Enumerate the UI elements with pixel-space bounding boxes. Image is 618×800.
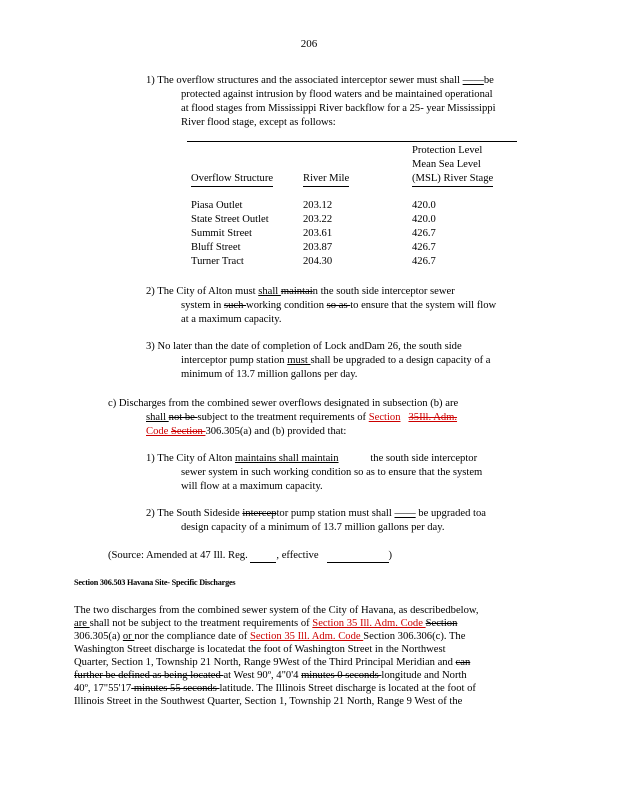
table-cell-mile: 204.30	[303, 256, 333, 267]
table-cell-level: 420.0	[412, 214, 436, 225]
item-c-line3	[146, 425, 346, 438]
table-cell-structure: Piasa Outlet	[191, 200, 243, 211]
item1-insert-mark: ——	[462, 75, 484, 86]
c-item1-text-end: the south side interceptor	[370, 453, 478, 464]
header-protection-2: Mean Sea Level	[412, 159, 481, 170]
body-text: Quarter, Section 1, Township 21 North, Range 9West of the Third Principal Meridian and	[74, 657, 456, 668]
body-line5	[74, 656, 470, 669]
c-item1-text: 1) The City of Alton	[146, 453, 235, 464]
item3-line3: minimum of 13.7 million gallons per day.	[181, 369, 358, 380]
item-c-text-end: 306.305(a) and (b) provided that:	[205, 426, 347, 437]
body-text: 40º, 17"55'17	[74, 683, 132, 694]
item2-text-end: n the south side interceptor sewer	[312, 286, 455, 297]
item1-line4: River flood stage, except as follows:	[181, 117, 336, 128]
body-line2	[74, 617, 457, 630]
table-cell-structure: Summit Street	[191, 228, 252, 239]
table-cell-structure: State Street Outlet	[191, 214, 269, 225]
c-item1-line2: sewer system in such working condition so as to ensure that the system	[181, 467, 483, 478]
item1-line3: at flood stages from Mississippi River backflow for a 25- year Mississippi	[181, 103, 496, 114]
body-text-end: longitude and North	[381, 670, 467, 681]
item2-underlined: shall	[258, 286, 281, 297]
item2-struck: such	[223, 300, 247, 311]
body-struck: minutes 0 seconds	[301, 670, 382, 681]
header-river-mile: River Mile	[303, 172, 349, 187]
table-cell-structure: Turner Tract	[191, 256, 244, 267]
body-line4: Washington Street discharge is locatedat the foot of Washington Street in the Northwest	[74, 644, 446, 655]
body-text: 306.305(a)	[74, 631, 123, 642]
c-item1-line1	[146, 452, 477, 465]
source-blank-register	[250, 549, 276, 563]
body-struck: can	[455, 657, 471, 668]
item3-line1: 3) No later than the date of completion of Lock andDam 26, the south side	[146, 341, 462, 352]
body-struck: further be defined as being located	[74, 670, 224, 681]
body-line8: Illinois Street in the Southwest Quarter, Section 1, Township 21 North, Range 9 West of the	[74, 696, 463, 707]
body-underlined: or	[122, 631, 135, 642]
item-c-line1: c) Discharges from the combined sewer overflows designated in subsection (b) are	[108, 398, 459, 409]
item3-text: interceptor pump station	[181, 355, 288, 366]
source-mid: , effective	[276, 550, 319, 561]
item-c-red-struck: Section	[171, 426, 206, 437]
c-item1-underlined: maintains shall maintain	[234, 453, 339, 464]
source-prefix: (Source: Amended at 47 Ill. Reg.	[108, 550, 248, 561]
c-item2-insert-mark: ——	[394, 508, 416, 519]
item-c-underlined: shall	[146, 412, 169, 423]
item1-text: 1) The overflow structures and the associated interceptor sewer must shall	[146, 75, 463, 86]
body-line1: The two discharges from the combined sewer system of the City of Havana, as describedbelow,	[74, 605, 479, 616]
c-item2-text-end: be upgraded toa	[415, 508, 486, 519]
item-c-text: subject to the treatment requirements of	[197, 412, 369, 423]
table-cell-level: 426.7	[412, 228, 436, 239]
body-text: nor the compliance date of	[134, 631, 250, 642]
source-suffix: )	[388, 550, 393, 561]
body-red-citation: Section 35 Ill. Adm. Code	[312, 618, 426, 629]
table-cell-mile: 203.22	[303, 214, 333, 225]
body-line6	[74, 669, 467, 682]
item2-line1	[146, 285, 455, 298]
header-protection-3: (MSL) River Stage	[412, 172, 493, 187]
item2-line2	[181, 299, 496, 312]
c-item2-struck: intercep	[242, 508, 277, 519]
item-c-red-citation: Code	[146, 426, 172, 437]
table-cell-mile: 203.61	[303, 228, 333, 239]
table-cell-mile: 203.12	[303, 200, 333, 211]
table-cell-structure: Bluff Street	[191, 242, 241, 253]
c-item2-text: 2) The South Sideside	[146, 508, 243, 519]
item-c-red-citation: Section	[368, 412, 401, 423]
item2-struck: maintai	[280, 286, 313, 297]
section-heading: Section 306.503 Havana Site- Specific Discharges	[74, 578, 236, 587]
table-cell-level: 426.7	[412, 242, 436, 253]
item-c-red-struck: 35Ill. Adm.	[408, 412, 458, 423]
c-item2-line1	[146, 507, 486, 520]
body-text-end: Section 306.306(c). The	[363, 631, 466, 642]
item1-line1	[146, 74, 494, 87]
header-structure: Overflow Structure	[191, 172, 273, 187]
item2-text: working condition	[246, 300, 327, 311]
item3-underlined: must	[287, 355, 311, 366]
body-struck: Section	[425, 618, 458, 629]
c-item2-line2: design capacity of a minimum of 13.7 million gallons per day.	[181, 522, 445, 533]
item2-text: 2) The City of Alton must	[146, 286, 259, 297]
body-line7	[74, 682, 476, 695]
item2-struck: so as	[326, 300, 351, 311]
item-c-line2	[146, 411, 457, 424]
table-cell-mile: 203.87	[303, 242, 333, 253]
page-number: 206	[300, 38, 318, 50]
source-blank-date	[327, 549, 389, 563]
item2-text-end: to ensure that the system will flow	[350, 300, 497, 311]
body-line3	[74, 630, 465, 643]
item1-line2: protected against intrusion by flood waters and be maintained operational	[181, 89, 493, 100]
body-text: at West 90º, 4"0'4	[223, 670, 302, 681]
item3-line2	[181, 354, 491, 367]
item3-text-end: shall be upgraded to a design capacity of a	[310, 355, 491, 366]
table-cell-level: 426.7	[412, 256, 436, 267]
body-text-end: latitude. The Illinois Street discharge is located at the foot of	[219, 683, 476, 694]
table-top-rule	[187, 141, 517, 142]
c-item1-line3: will flow at a maximum capacity.	[181, 481, 323, 492]
body-text: shall not be subject to the treatment requirements of	[89, 618, 313, 629]
body-red-citation: Section 35 Ill. Adm. Code	[249, 631, 364, 642]
source-note	[108, 549, 392, 563]
body-underlined: are	[74, 618, 90, 629]
item2-text: system in	[181, 300, 224, 311]
c-item2-text: tor pump station must shall	[276, 508, 395, 519]
item1-text-end: be	[483, 75, 494, 86]
header-protection-1: Protection Level	[412, 145, 483, 156]
table-cell-level: 420.0	[412, 200, 436, 211]
item-c-struck: not be	[168, 412, 198, 423]
item2-line3: at a maximum capacity.	[181, 314, 282, 325]
body-struck: minutes 55 seconds	[131, 683, 220, 694]
